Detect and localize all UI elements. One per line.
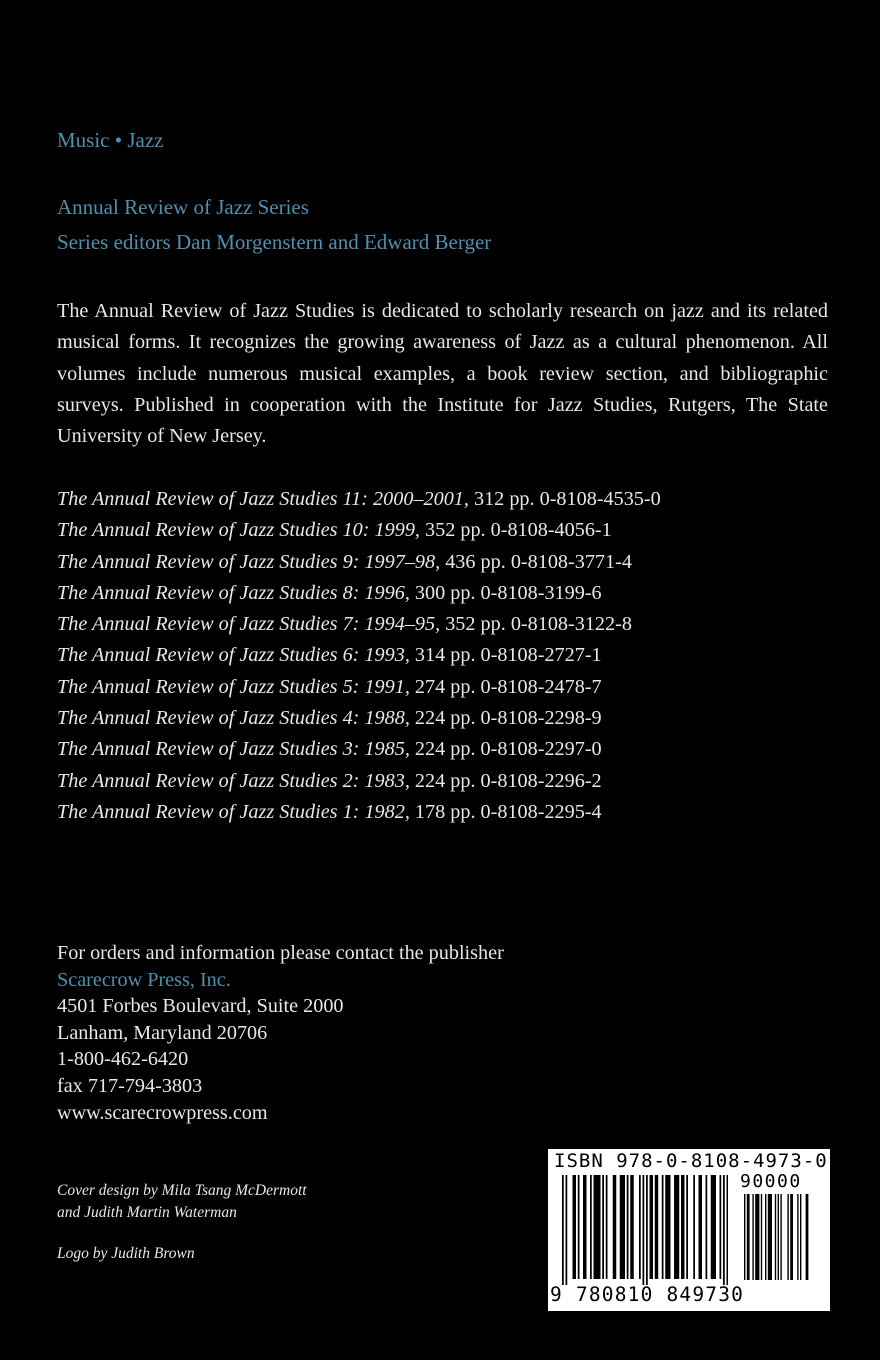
volume-item (57, 672, 661, 703)
barcode-digits: 9 780810 849730 (550, 1283, 745, 1306)
volume-details: 312 pp. 0-8108-4535-0 (468, 488, 661, 510)
barcode-bar (674, 1175, 679, 1279)
barcode-bar (778, 1194, 779, 1280)
series-description: The Annual Review of Jazz Studies is dedicated to scholarly research on jazz and its related musical forms. It recognizes the growing awareness of Jazz as a cultural phenomenon. All volumes include numerous musical examples, a book review section, and bibliographic surveys. Published in cooperation with the Institute for Jazz Studies, Rutgers, The State University of New Jersey. (57, 300, 828, 448)
cover-design-credit (57, 1180, 307, 1224)
barcode-bar (613, 1175, 617, 1279)
volume-details: 224 pp. 0-8108-2296-2 (409, 769, 602, 792)
fax-number: fax 717-794-3803 (57, 1074, 203, 1097)
barcode-bar (806, 1194, 809, 1280)
barcode-bar (620, 1175, 625, 1279)
volume-title: The Annual Review of Jazz Studies 2: 1983, (57, 769, 410, 792)
barcode-bar (573, 1175, 577, 1279)
barcode-bar (643, 1175, 645, 1285)
barcode-bar (780, 1194, 781, 1280)
barcode-bar (797, 1194, 798, 1280)
volume-details: 314 pp. 0-8108-2727-1 (409, 644, 602, 667)
cover-credit-line-1: Cover design by Mila Tsang McDermott (57, 1182, 307, 1199)
barcode-bar (662, 1175, 664, 1279)
barcode-bar (747, 1194, 750, 1280)
volume-item (57, 640, 661, 671)
barcode-bar (768, 1194, 772, 1280)
barcode-bar (693, 1175, 695, 1279)
series-editors: Series editors Dan Morgenstern and Edward Berger (57, 230, 492, 254)
volume-item (57, 766, 661, 797)
volume-title: The Annual Review of Jazz Studies 6: 1993, (57, 644, 410, 667)
barcode-bar (562, 1175, 564, 1285)
barcode-bar (720, 1175, 722, 1279)
volume-item (57, 484, 661, 515)
volume-list (57, 484, 661, 828)
barcode-bar (646, 1175, 648, 1285)
barcode-bar (744, 1194, 745, 1280)
volume-title: The Annual Review of Jazz Studies 3: 1985, (57, 738, 410, 761)
barcode-bar (606, 1175, 608, 1279)
volume-item (57, 734, 661, 765)
isbn-label: ISBN 978-0-8108-4973-0 (554, 1150, 828, 1172)
barcode-bar (681, 1175, 685, 1279)
isbn-barcode (548, 1149, 830, 1311)
price-code: 90000 (740, 1171, 802, 1192)
volume-title: The Annual Review of Jazz Studies 11: 2000–2001, (57, 488, 469, 510)
barcode-bar (711, 1175, 716, 1279)
barcode-bar (761, 1194, 762, 1280)
phone-number: 1-800-462-6420 (57, 1048, 189, 1071)
publisher-name: Scarecrow Press, Inc. (57, 968, 231, 991)
volume-title: The Annual Review of Jazz Studies 9: 1997–98, (57, 550, 441, 573)
series-info (57, 190, 491, 260)
volume-details: 178 pp. 0-8108-2295-4 (409, 800, 602, 823)
barcode-bar (655, 1175, 659, 1279)
barcode-bar (706, 1175, 708, 1279)
barcode-bar (686, 1175, 688, 1279)
category-label: Music • Jazz (57, 128, 164, 152)
volume-title: The Annual Review of Jazz Studies 10: 1999, (57, 519, 420, 542)
barcode-bar (630, 1175, 634, 1279)
logo-credit: Logo by Judith Brown (57, 1245, 195, 1262)
volume-title: The Annual Review of Jazz Studies 4: 1988, (57, 707, 410, 730)
barcode-bar (665, 1175, 670, 1279)
price-barcode-bars (744, 1194, 818, 1284)
volume-item (57, 797, 661, 828)
series-name: Annual Review of Jazz Series (57, 195, 309, 219)
volume-item (57, 515, 661, 546)
barcode-bar (590, 1175, 592, 1279)
barcode-bar (755, 1194, 759, 1280)
barcode-bar (699, 1175, 703, 1279)
barcode-bar (765, 1194, 766, 1280)
volume-details: 224 pp. 0-8108-2297-0 (409, 738, 602, 761)
cover-credit-line-2: and Judith Martin Waterman (57, 1204, 237, 1221)
barcode-bar (727, 1175, 729, 1285)
barcode-bar (627, 1175, 629, 1279)
ean-barcode-bars (562, 1175, 728, 1285)
barcode-bar (752, 1194, 753, 1280)
barcode-bar (800, 1194, 801, 1280)
publisher-contact (57, 940, 504, 1126)
volume-details: 274 pp. 0-8108-2478-7 (409, 675, 602, 698)
barcode-bar (566, 1175, 568, 1285)
barcode-bar (639, 1175, 641, 1279)
barcode-bar (775, 1194, 776, 1280)
volume-details: 300 pp. 0-8108-3199-6 (409, 581, 602, 604)
volume-details: 436 pp. 0-8108-3771-4 (440, 550, 632, 573)
volume-title: The Annual Review of Jazz Studies 5: 1991, (57, 675, 410, 698)
barcode-bar (578, 1175, 580, 1279)
volume-title: The Annual Review of Jazz Studies 8: 1996, (57, 581, 410, 604)
barcode-bar (594, 1175, 601, 1279)
barcode-bar (723, 1175, 725, 1285)
volume-item (57, 609, 661, 640)
address-line-1: 4501 Forbes Boulevard, Suite 2000 (57, 995, 344, 1018)
barcode-bar (790, 1194, 793, 1280)
volume-title: The Annual Review of Jazz Studies 7: 1994–95, (57, 613, 441, 636)
volume-details: 352 pp. 0-8108-4056-1 (419, 519, 612, 542)
volume-title: The Annual Review of Jazz Studies 1: 1982, (57, 800, 410, 823)
website-url: www.scarecrowpress.com (57, 1101, 268, 1124)
volume-item (57, 703, 661, 734)
barcode-bar (787, 1194, 788, 1280)
contact-intro: For orders and information please contact the publisher (57, 942, 504, 964)
volume-details: 224 pp. 0-8108-2298-9 (409, 707, 602, 730)
volume-item (57, 578, 661, 609)
volume-details: 352 pp. 0-8108-3122-8 (440, 613, 632, 636)
address-line-2: Lanham, Maryland 20706 (57, 1021, 268, 1044)
barcode-bar (583, 1175, 587, 1279)
barcode-bar (650, 1175, 654, 1279)
volume-item (57, 547, 661, 578)
barcode-bar (602, 1175, 604, 1279)
